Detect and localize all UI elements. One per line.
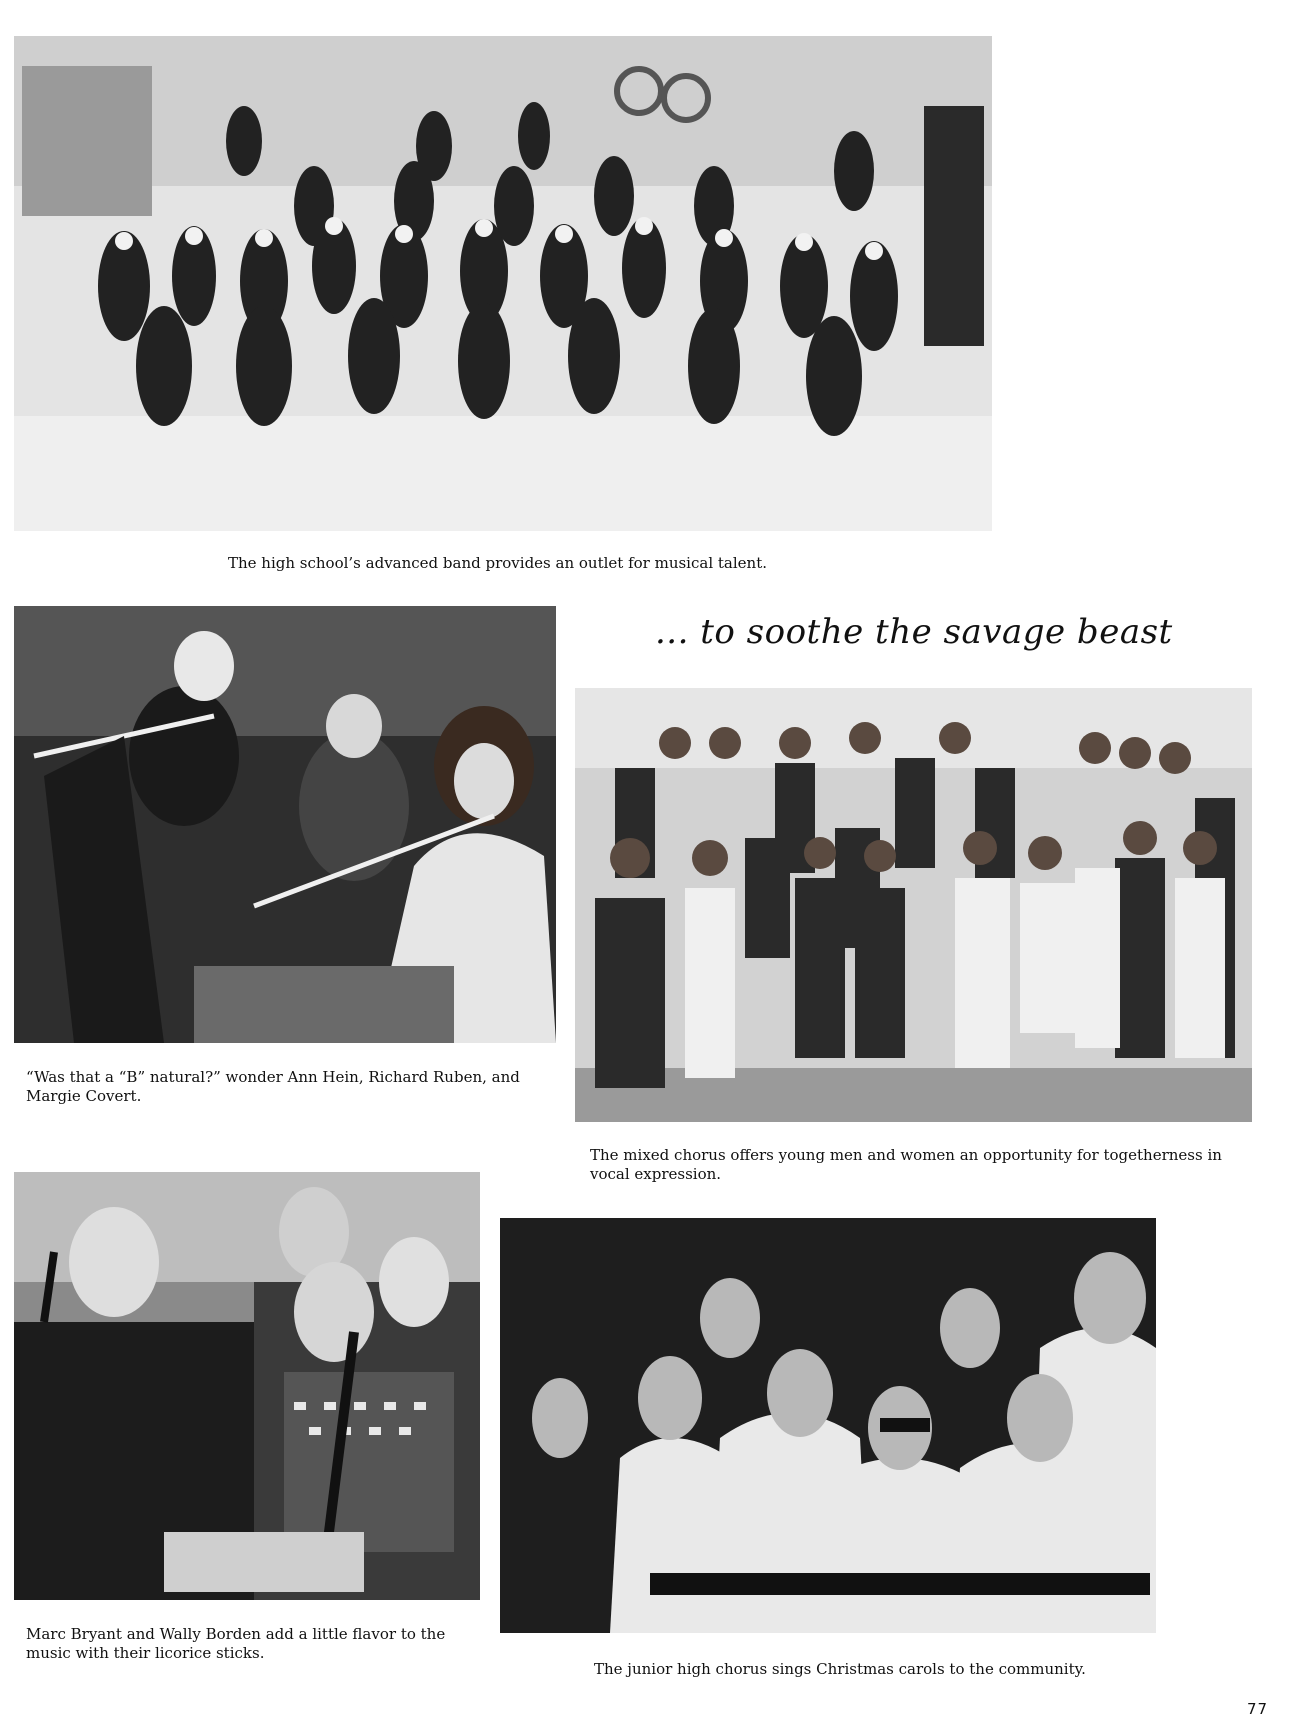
- photo-flute-players: [14, 606, 556, 1043]
- chorus-photo-graphic: [575, 688, 1252, 1122]
- clarinet-photo-graphic: [14, 1172, 480, 1600]
- photo-junior-high-chorus: [500, 1218, 1156, 1633]
- page-headline: ... to soothe the savage beast: [655, 612, 1173, 652]
- photo-clarinet-players: [14, 1172, 480, 1600]
- caption-junior-high-chorus: The junior high chorus sings Christmas carols to the community.: [594, 1660, 1086, 1678]
- page-number: 77: [1247, 1700, 1269, 1718]
- caption-flute-players: “Was that a “B” natural?” wonder Ann Hein, Richard Ruben, and Margie Covert.: [26, 1068, 520, 1105]
- junior-chorus-photo-graphic: [500, 1218, 1156, 1633]
- photo-advanced-band: [14, 36, 992, 531]
- band-photo-graphic: [14, 36, 992, 531]
- caption-advanced-band: The high school’s advanced band provides an outlet for musical talent.: [228, 554, 767, 572]
- caption-clarinet-players: Marc Bryant and Wally Borden add a little flavor to the music with their licorice sticks.: [26, 1625, 446, 1662]
- photo-mixed-chorus: [575, 688, 1252, 1122]
- flute-photo-graphic: [14, 606, 556, 1043]
- caption-mixed-chorus: The mixed chorus offers young men and women an opportunity for togetherness in vocal expression.: [590, 1146, 1222, 1183]
